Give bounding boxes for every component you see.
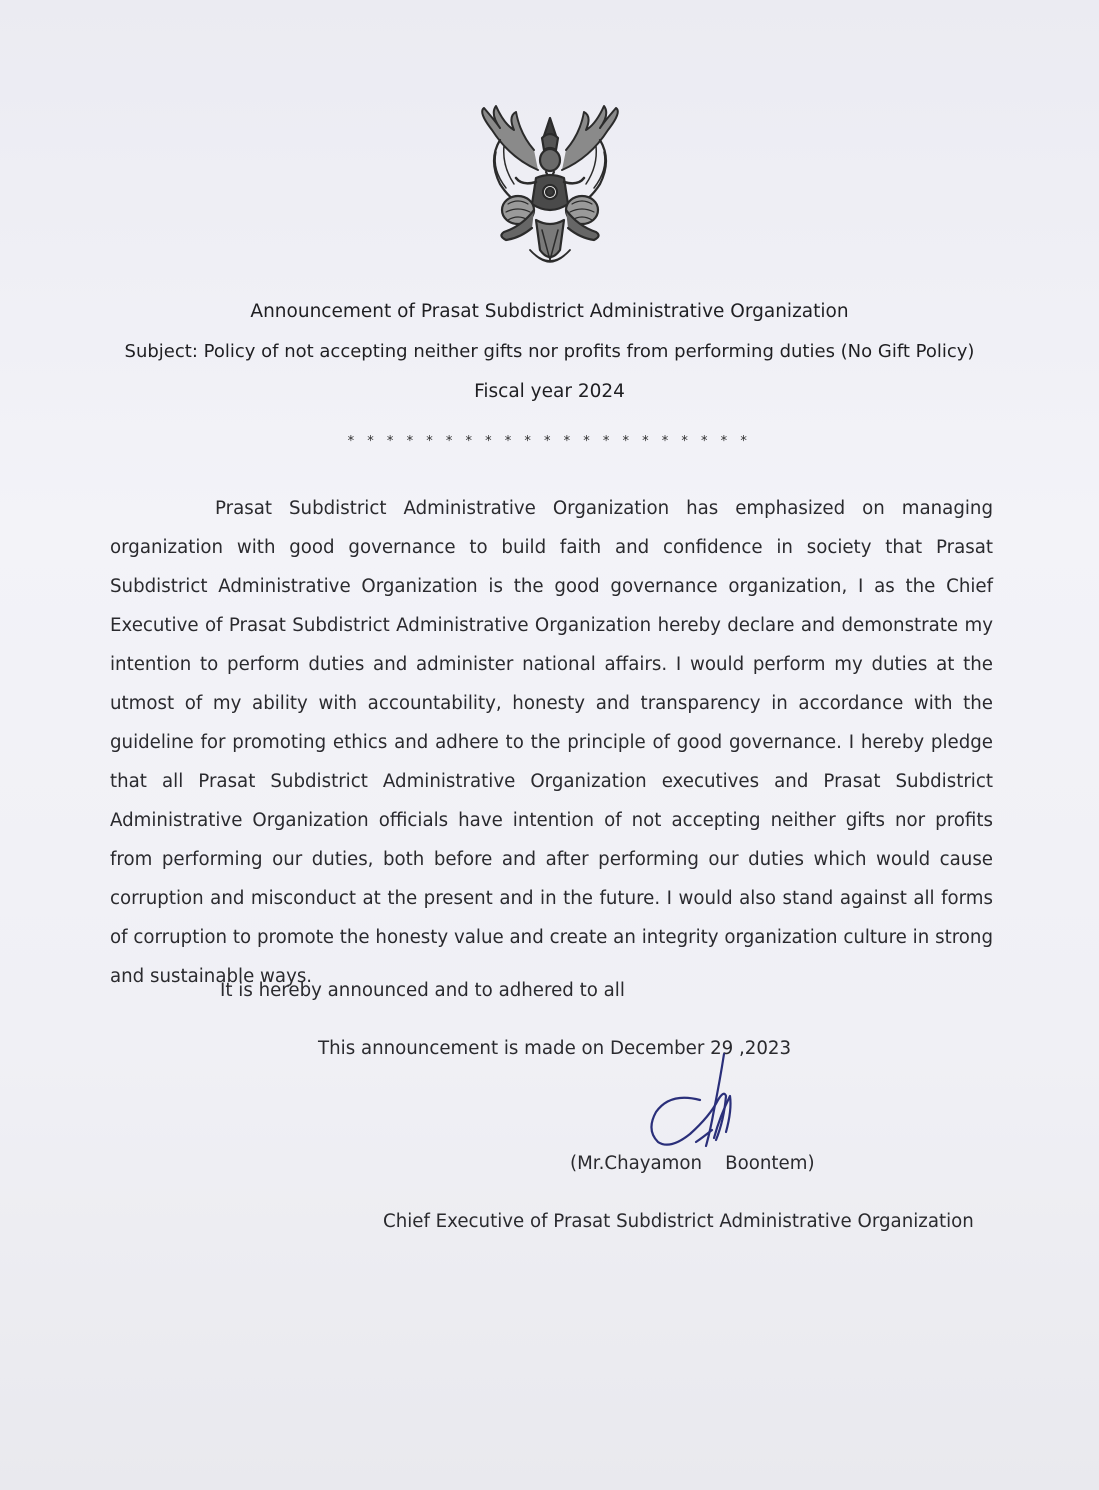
handwritten-signature bbox=[640, 1050, 750, 1160]
announcement-date: This announcement is made on December 29 ,2023 bbox=[318, 1038, 792, 1059]
separator-stars: * * * * * * * * * * * * * * * * * * * * * bbox=[347, 434, 752, 449]
closing-statement: It is hereby announced and to adhered to all bbox=[220, 980, 625, 1001]
garuda-emblem-icon bbox=[470, 100, 630, 272]
signer-title: Chief Executive of Prasat Subdistrict Administrative Organization bbox=[383, 1211, 974, 1232]
body-paragraph: Prasat Subdistrict Administrative Organization has emphasized on managing organization with good governance to build faith and confidence in society that Prasat Subdistrict Administrative Organization is the good governance organization, I as the Chief Executive of Prasat Subdistrict Administrative Organization hereby declare and demonstrate my intention to perform duties and administer national affairs. I would perform my duties at the utmost of my ability with accountability, honesty and transparency in accordance with the guideline for promoting ethics and adhere to the principle of good governance. I hereby pledge that all Prasat Subdistrict Administrative Organization executives and Prasat Subdistrict Administrative Organization officials have intention of not accepting neither gifts nor profits from performing our duties, both before and after performing our duties which would cause corruption and misconduct at the present and in the future. I would also stand against all forms of corruption to promote the honesty value and create an integrity organization culture in strong and sustainable ways. bbox=[110, 498, 993, 987]
announcement-subject: Subject: Policy of not accepting neither gifts nor profits from performing duties (No Gift Policy) bbox=[124, 341, 975, 362]
announcement-title: Announcement of Prasat Subdistrict Administrative Organization bbox=[250, 301, 849, 322]
fiscal-year: Fiscal year 2024 bbox=[474, 381, 625, 402]
signer-name: (Mr.Chayamon Boontem) bbox=[570, 1153, 815, 1174]
